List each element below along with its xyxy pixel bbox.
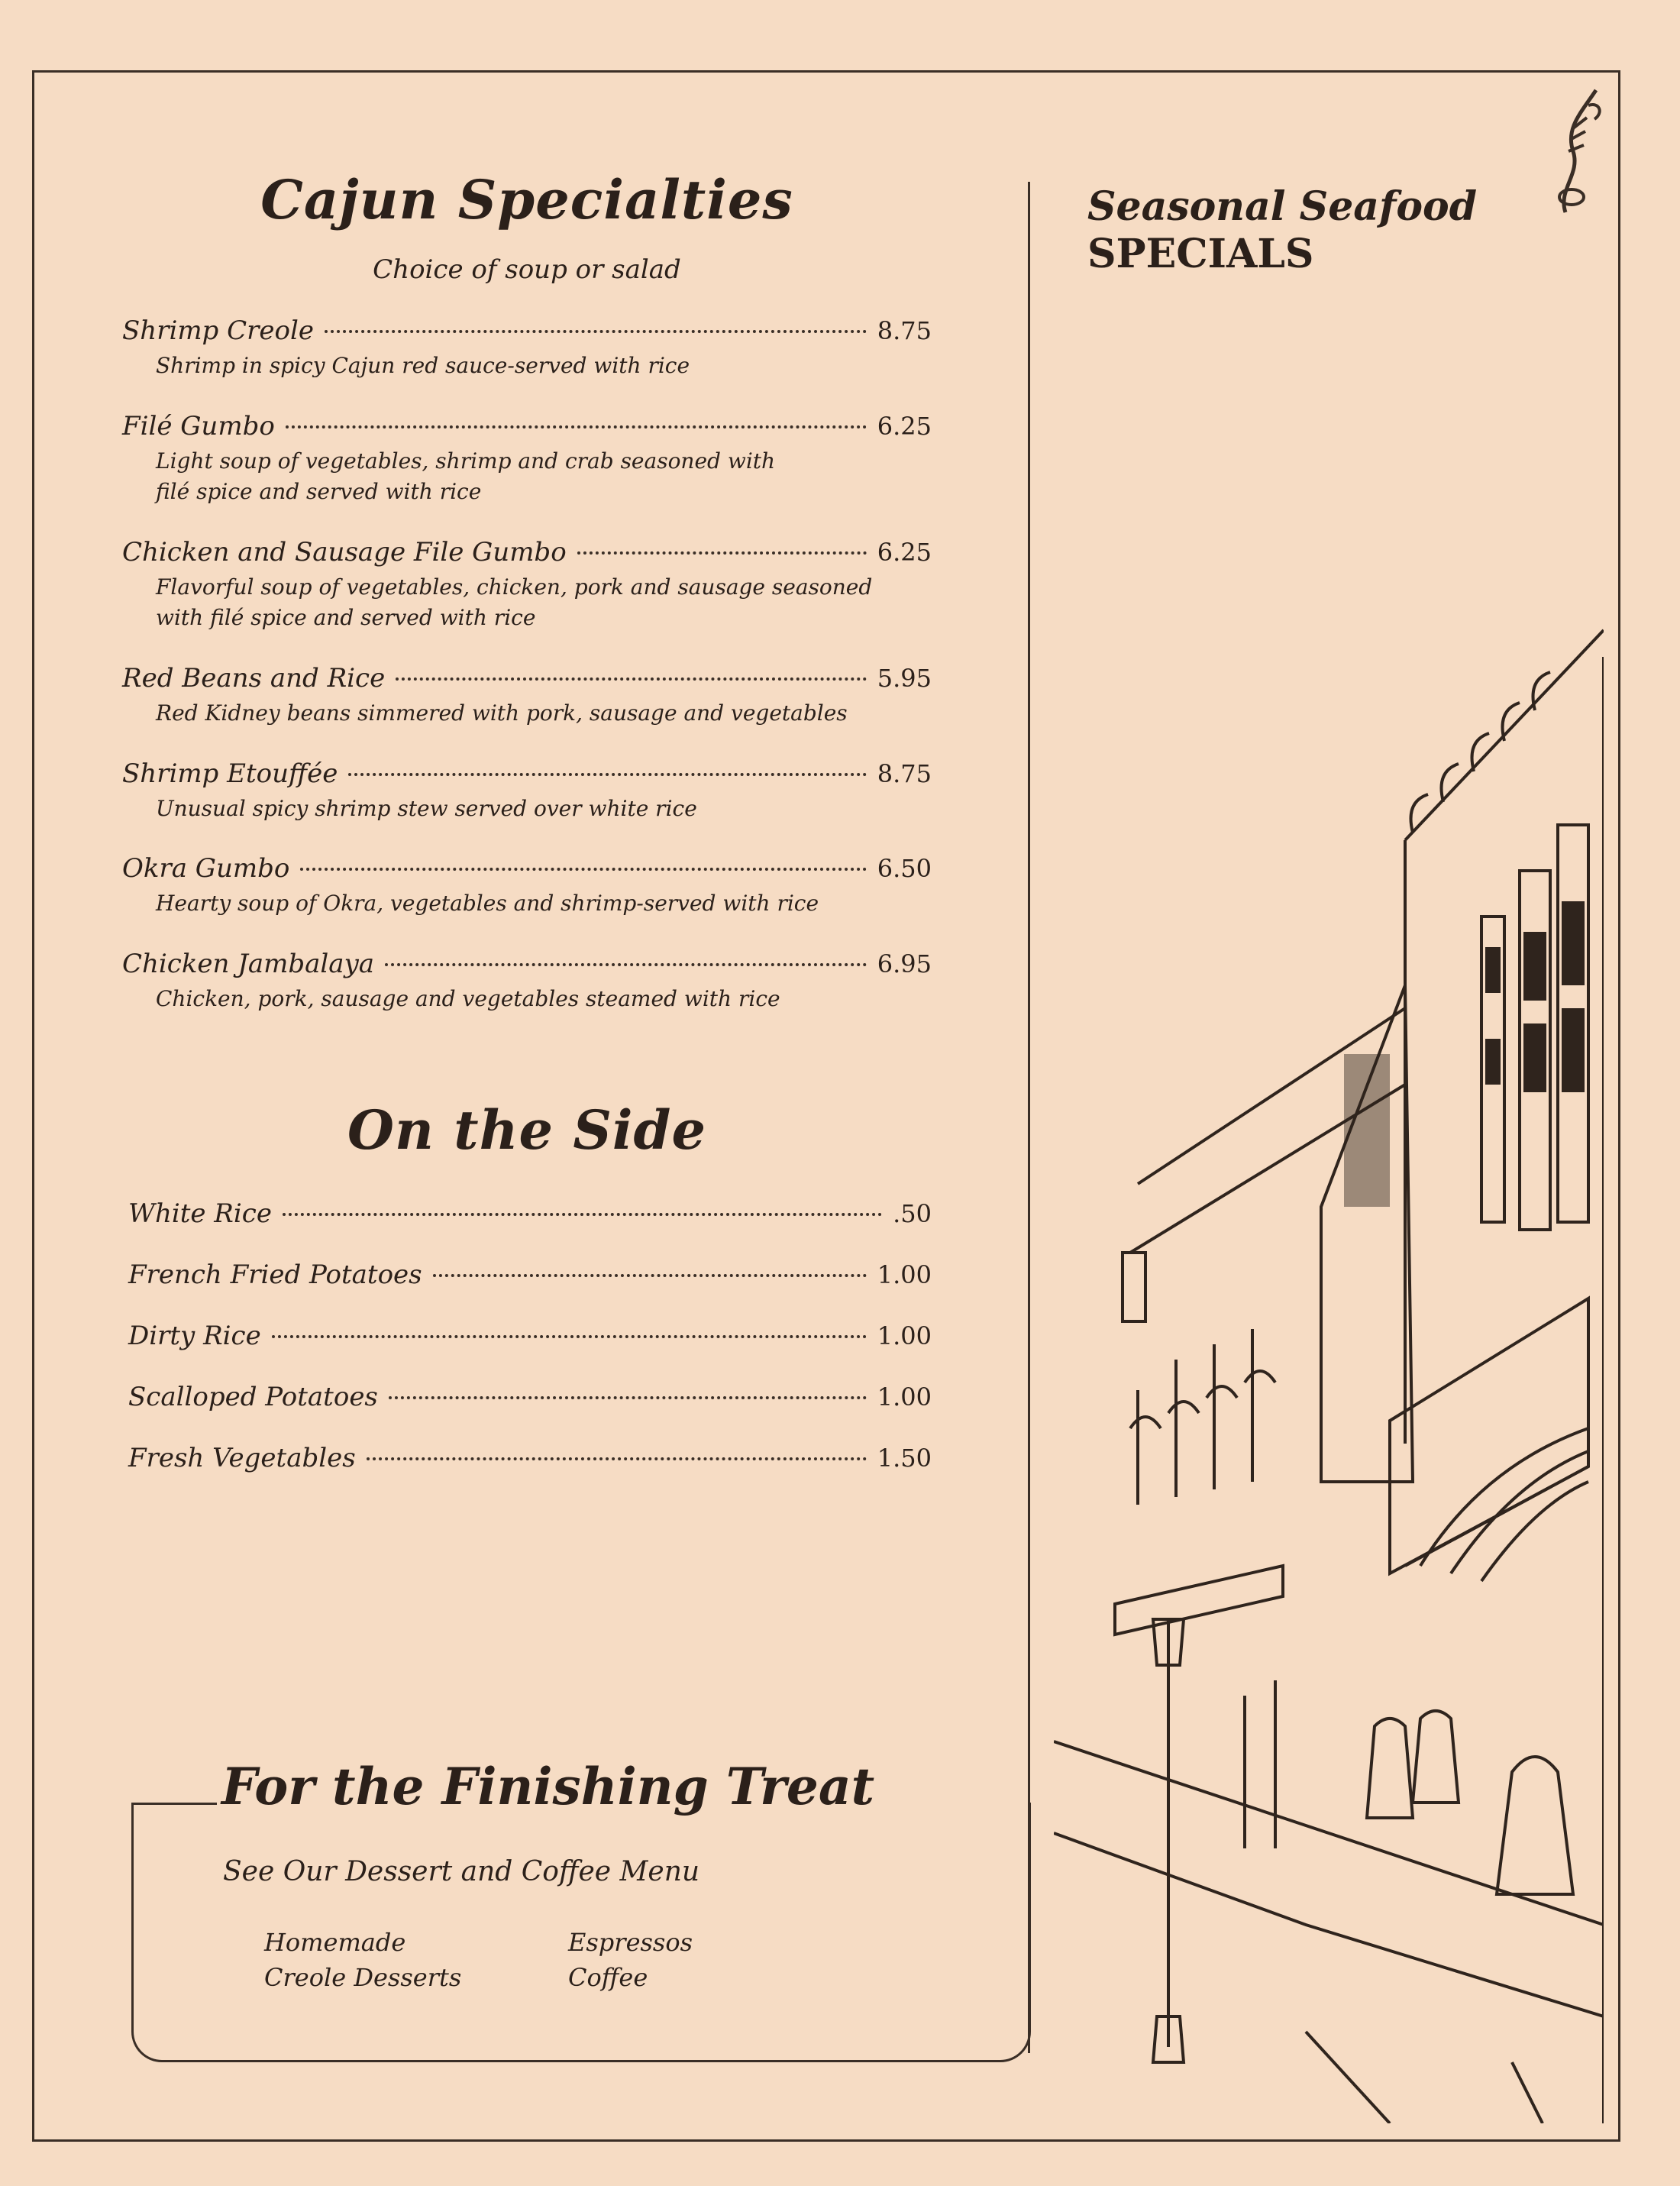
leader-dots <box>283 1213 882 1216</box>
item-desc: Flavorful soup of vegetables, chicken, pork and sausage seasoned with filé spice and served with rice <box>156 574 873 631</box>
side-list <box>122 1198 932 1473</box>
menu-item <box>122 315 932 382</box>
leader-dots <box>385 963 867 966</box>
side-item <box>122 1198 932 1229</box>
item-price: 6.50 <box>877 854 932 884</box>
side-name: Scalloped Potatoes <box>128 1382 378 1413</box>
side-price: 1.00 <box>877 1321 932 1351</box>
menu-item <box>122 411 932 508</box>
dessert-line: Creole Desserts <box>264 1963 462 1993</box>
menu-item <box>122 949 932 1015</box>
finishing-box-edge <box>131 1803 217 1805</box>
leader-dots <box>577 551 867 555</box>
side-name: Dirty Rice <box>128 1321 261 1352</box>
street-building-sketch <box>1054 626 1604 2123</box>
item-name: Chicken and Sausage File Gumbo <box>122 536 567 568</box>
item-desc: Shrimp in spicy Cajun red sauce-served with rice <box>156 353 690 378</box>
side-item <box>122 1382 932 1412</box>
leader-dots <box>389 1396 867 1399</box>
side-title: On the Side <box>347 1098 706 1163</box>
leader-dots <box>300 868 866 871</box>
item-price: 8.75 <box>877 758 932 788</box>
item-name: Chicken Jambalaya <box>122 948 375 979</box>
cajun-list <box>122 315 932 1014</box>
cajun-subtitle: Choice of soup or salad <box>373 254 681 285</box>
leader-dots <box>433 1274 867 1277</box>
item-desc: Red Kidney beans simmered with pork, sausage and vegetables <box>156 700 848 726</box>
menu-item <box>122 663 932 729</box>
leader-dots <box>348 773 866 776</box>
item-price: 6.25 <box>877 411 932 441</box>
item-name: Shrimp Etouffée <box>122 758 338 789</box>
item-desc: Light soup of vegetables, shrimp and crab seasoned with filé spice and served with rice <box>156 448 776 505</box>
leader-dots <box>286 425 867 428</box>
item-name: Shrimp Creole <box>122 315 314 346</box>
coffee-line: Coffee <box>568 1963 648 1993</box>
finishing-subtitle: See Our Dessert and Coffee Menu <box>223 1856 700 1887</box>
column-divider <box>1028 182 1030 2053</box>
side-name: Fresh Vegetables <box>128 1443 356 1474</box>
side-price: 1.00 <box>877 1382 932 1412</box>
item-name: Red Beans and Rice <box>122 662 386 694</box>
side-name: White Rice <box>128 1198 272 1230</box>
side-item <box>122 1260 932 1290</box>
item-price: 6.95 <box>877 949 932 978</box>
flourish-icon <box>1550 82 1611 235</box>
item-desc: Chicken, pork, sausage and vegetables steamed with rice <box>156 985 780 1011</box>
item-name: Okra Gumbo <box>122 853 290 884</box>
item-desc: Unusual spicy shrimp stew served over white rice <box>156 795 697 821</box>
coffee-column <box>568 1925 693 1996</box>
leader-dots <box>325 330 867 333</box>
side-name: French Fried Potatoes <box>128 1260 422 1291</box>
cajun-title: Cajun Specialties <box>260 168 793 231</box>
seafood-heading <box>1087 183 1477 279</box>
menu-item <box>122 853 932 920</box>
dessert-line: Homemade <box>264 1928 406 1957</box>
menu-item <box>122 758 932 825</box>
menu-item <box>122 537 932 634</box>
item-price: 5.95 <box>877 663 932 693</box>
side-price: .50 <box>893 1199 932 1229</box>
leader-dots <box>272 1335 867 1338</box>
coffee-line: Espressos <box>568 1928 693 1957</box>
left-column <box>122 168 932 1504</box>
seafood-line1: Seasonal Seafood <box>1087 183 1478 230</box>
dessert-column <box>264 1925 461 1996</box>
leader-dots <box>367 1457 867 1460</box>
item-price: 6.25 <box>877 537 932 567</box>
side-item <box>122 1443 932 1473</box>
side-price: 1.50 <box>877 1444 932 1473</box>
leader-dots <box>396 677 867 681</box>
side-item <box>122 1321 932 1351</box>
item-name: Filé Gumbo <box>122 410 275 441</box>
item-desc: Hearty soup of Okra, vegetables and shrimp-served with rice <box>156 891 819 917</box>
seafood-line2: SPECIALS <box>1087 231 1314 278</box>
item-price: 8.75 <box>877 316 932 345</box>
side-price: 1.00 <box>877 1260 932 1290</box>
finishing-title: For the Finishing Treat <box>221 1757 875 1816</box>
